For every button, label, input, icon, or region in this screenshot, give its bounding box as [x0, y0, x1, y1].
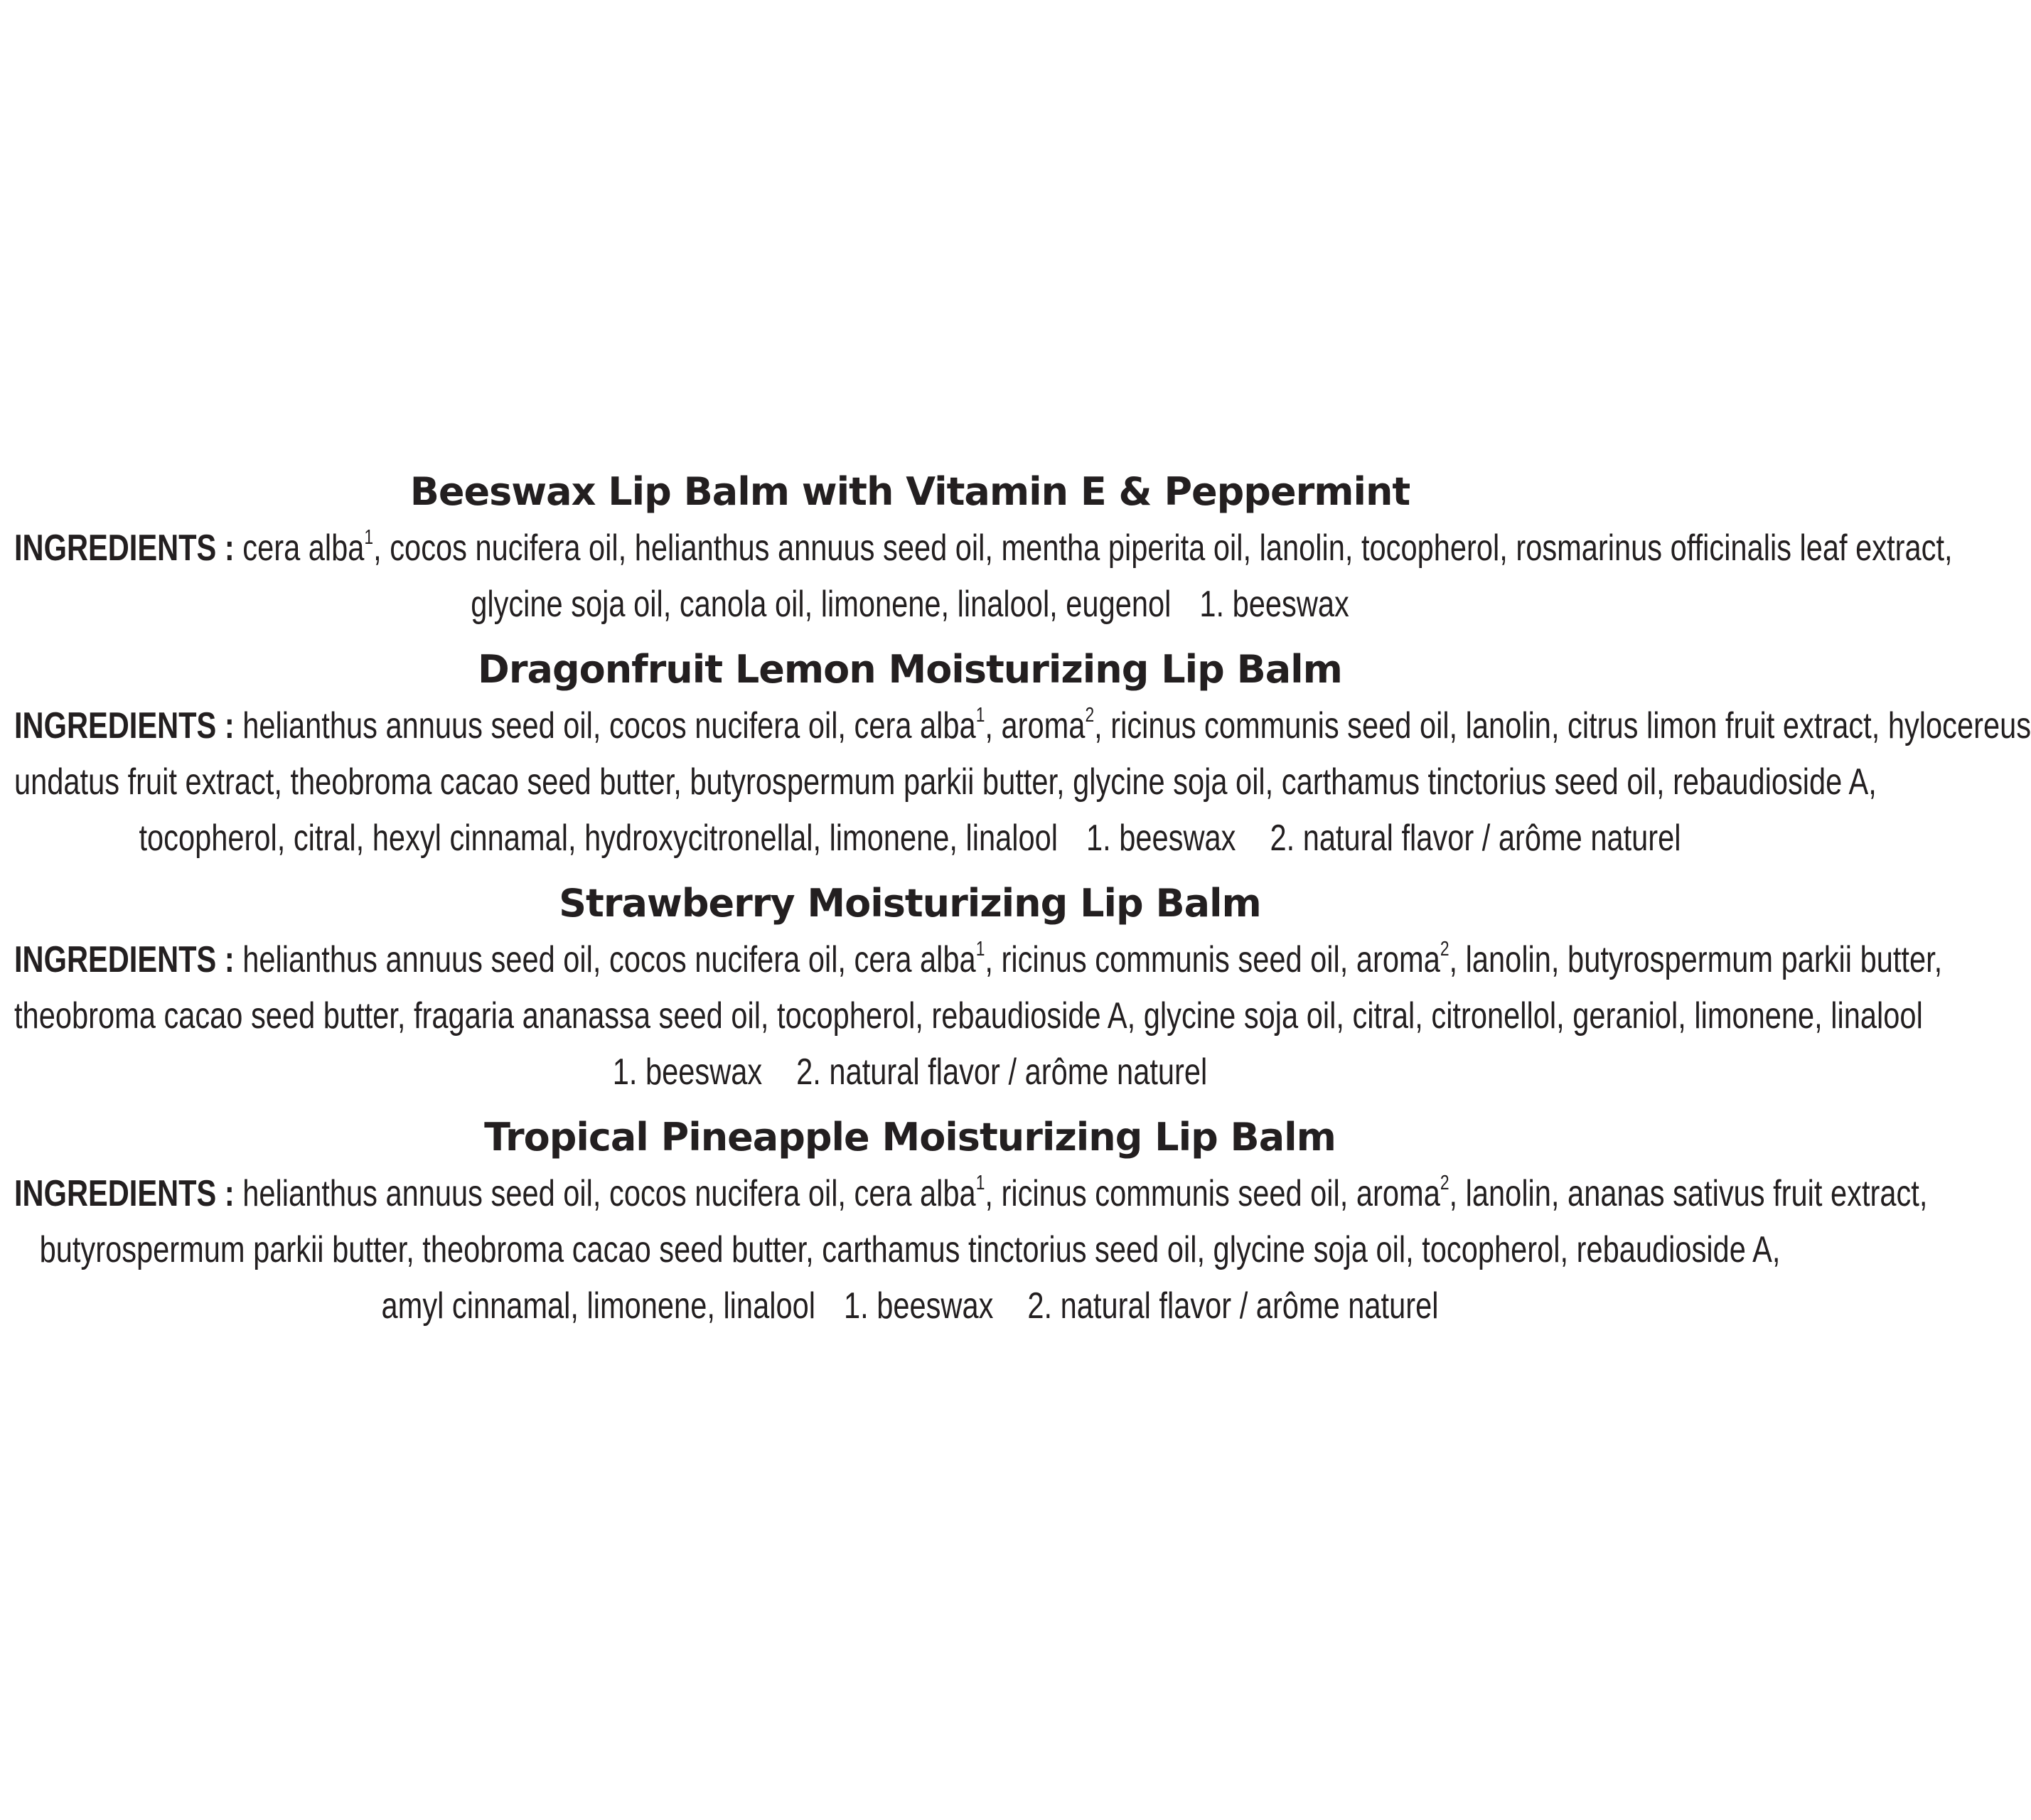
product-title: Dragonfruit Lemon Moisturizing Lip Balm: [478, 647, 1342, 692]
footnote-marker: 2: [1440, 938, 1449, 961]
ingredients-line: [14, 520, 1953, 577]
ingredients-line: [14, 932, 1943, 988]
ingredients-text: theobroma cacao seed butter, fragaria ananassa seed oil, tocopherol, rebaudioside A, glycine soja oil, citral, citronellol, geraniol, limonene, linalool: [14, 995, 1923, 1037]
footnote-marker: 1: [364, 526, 374, 550]
product-title: Beeswax Lip Balm with Vitamin E & Peppermint: [409, 469, 1410, 514]
ingredients-text: , ricinus communis seed oil, lanolin, citrus limon fruit extract, hylocereus: [1094, 705, 2031, 746]
footnote-marker: 1: [975, 704, 985, 727]
ingredients-text: undatus fruit extract, theobroma cacao seed butter, butyrospermum parkii butter, glycine soja oil, carthamus tinctorius seed oil, rebaudioside A,: [14, 761, 1877, 803]
ingredients-line: [14, 1222, 1806, 1278]
ingredients-line: [14, 1044, 1806, 1101]
product-title: Strawberry Moisturizing Lip Balm: [559, 881, 1261, 926]
ingredients-text: helianthus annuus seed oil, cocos nucifera oil, cera alba: [242, 1173, 976, 1214]
footnote-marker: 2: [1440, 1172, 1449, 1195]
ingredients-list: [14, 1166, 1928, 1334]
ingredients-text: amyl cinnamal, limonene, linalool: [381, 1285, 815, 1327]
ingredients-list: [14, 520, 1953, 633]
ingredients-line: [14, 1166, 1928, 1222]
ingredients-list: [14, 698, 2031, 867]
footnote-text: 1. beeswax: [843, 1285, 994, 1327]
ingredients-text: butyrospermum parkii butter, theobroma cacao seed butter, carthamus tinctorius seed oil, glycine soja oil, tocopherol, rebaudioside A,: [39, 1229, 1781, 1270]
ingredients-label: INGREDIENTS :: [14, 528, 235, 569]
ingredients-text: helianthus annuus seed oil, cocos nucifera oil, cera alba: [242, 705, 976, 746]
ingredients-label: INGREDIENTS :: [14, 939, 235, 980]
ingredients-line: [14, 754, 1877, 810]
product-title: Tropical Pineapple Moisturizing Lip Balm: [484, 1115, 1336, 1160]
footnote-text: 2. natural flavor / arôme naturel: [796, 1051, 1208, 1093]
footnote-text: 2. natural flavor / arôme naturel: [1027, 1285, 1439, 1327]
footnote-marker: 1: [975, 1172, 985, 1195]
ingredients-line: [14, 810, 1806, 867]
ingredients-text: helianthus annuus seed oil, cocos nucifera oil, cera alba: [242, 939, 976, 980]
ingredients-label: INGREDIENTS :: [14, 1173, 235, 1214]
footnote-text: 2. natural flavor / arôme naturel: [1270, 818, 1681, 859]
footnote-text: 1. beeswax: [1086, 818, 1236, 859]
ingredients-text: glycine soja oil, canola oil, limonene, linalool, eugenol: [471, 584, 1172, 625]
product-tropical-pineapple: [0, 1109, 1928, 1334]
footnote-marker: 2: [1085, 704, 1095, 727]
ingredients-line: [14, 698, 2031, 754]
ingredients-text: , ricinus communis seed oil, aroma: [985, 1173, 1440, 1214]
footnote-text: 1. beeswax: [1199, 584, 1349, 625]
ingredients-text: , lanolin, ananas sativus fruit extract,: [1449, 1173, 1928, 1214]
footnote-marker: 1: [975, 938, 985, 961]
product-beeswax-peppermint: [0, 464, 1953, 633]
ingredients-list: [14, 932, 1943, 1101]
ingredients-text: tocopherol, citral, hexyl cinnamal, hydroxycitronellal, limonene, linalool: [139, 818, 1059, 859]
ingredients-line: [14, 1278, 1806, 1334]
product-dragonfruit-lemon: [0, 641, 2031, 867]
ingredients-text: , aroma: [985, 705, 1086, 746]
ingredients-text: , ricinus communis seed oil, aroma: [985, 939, 1440, 980]
product-strawberry: [0, 875, 1943, 1101]
ingredients-line: [14, 988, 1923, 1044]
footnote-text: 1. beeswax: [612, 1051, 763, 1093]
ingredients-text: cera alba: [242, 528, 365, 569]
ingredients-label: INGREDIENTS :: [14, 705, 235, 746]
ingredients-text: , cocos nucifera oil, helianthus annuus seed oil, mentha piperita oil, lanolin, tocopherol, rosmarinus officinalis leaf extract,: [373, 528, 1953, 569]
ingredients-document: [0, 464, 2031, 1334]
ingredients-line: [14, 577, 1806, 633]
ingredients-text: , lanolin, butyrospermum parkii butter,: [1449, 939, 1943, 980]
